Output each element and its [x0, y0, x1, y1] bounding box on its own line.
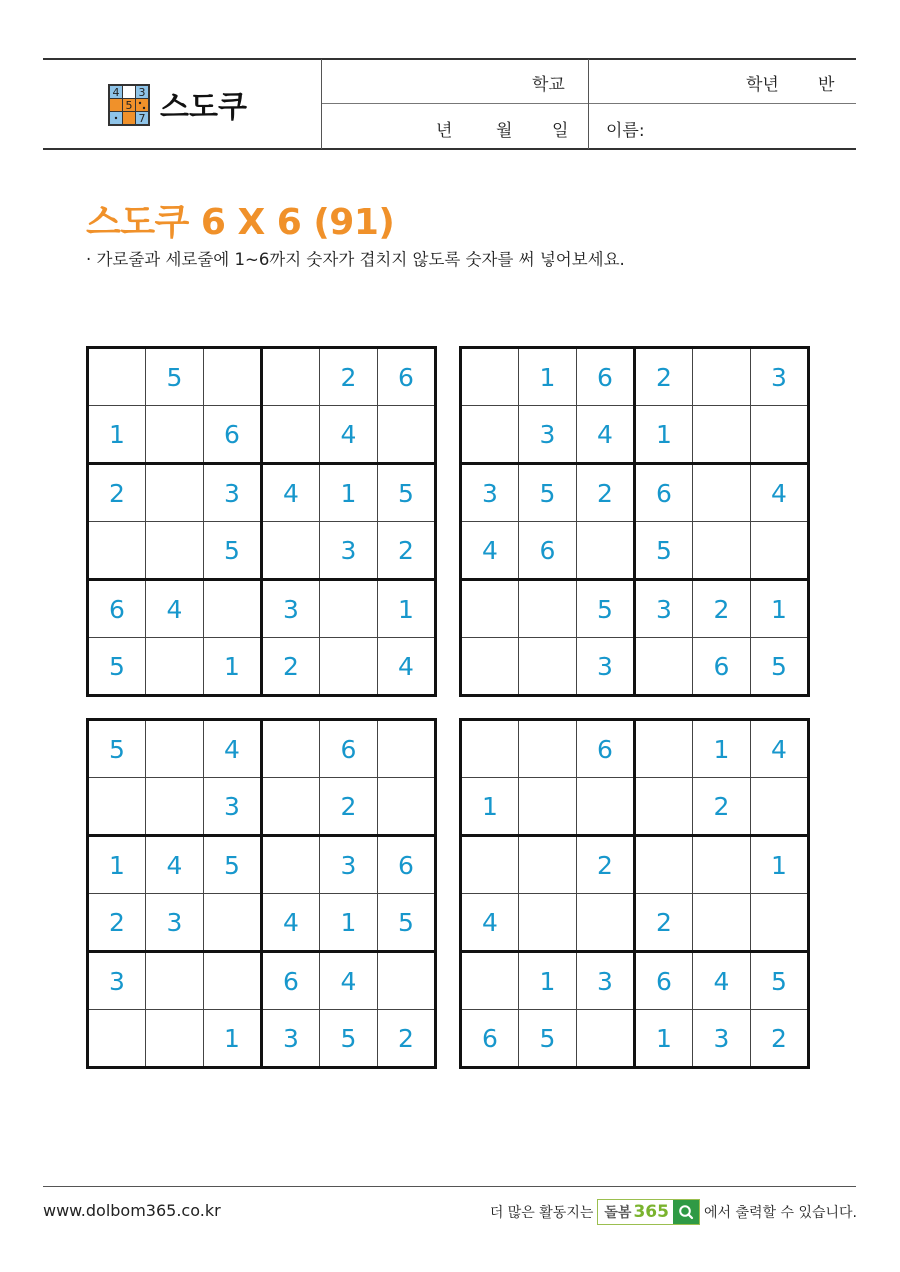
grid-row	[88, 1010, 436, 1068]
sudoku-cell[interactable]	[519, 638, 577, 696]
logo-digit: 4	[112, 86, 120, 99]
sudoku-cell[interactable]: 4	[204, 720, 262, 778]
sudoku-cell[interactable]: 6	[378, 348, 436, 406]
sudoku-cell[interactable]: 2	[635, 894, 693, 952]
sudoku-cell[interactable]	[262, 778, 320, 836]
sudoku-cell[interactable]: 6	[635, 952, 693, 1010]
class-label: 반	[818, 75, 835, 95]
sudoku-cell[interactable]: 2	[378, 522, 436, 580]
sudoku-logo-icon	[108, 84, 150, 126]
sudoku-cell[interactable]: 2	[88, 464, 146, 522]
sudoku-cell[interactable]: 1	[635, 1010, 693, 1068]
sudoku-cell[interactable]: 3	[88, 952, 146, 1010]
sudoku-cell[interactable]: 4	[461, 894, 519, 952]
sudoku-cell[interactable]: 3	[262, 1010, 320, 1068]
sudoku-cell[interactable]	[693, 522, 751, 580]
sudoku-cell[interactable]: 4	[693, 952, 751, 1010]
sudoku-cell[interactable]	[461, 952, 519, 1010]
sudoku-cell[interactable]	[461, 638, 519, 696]
sudoku-grid-1	[86, 346, 437, 697]
sudoku-cell[interactable]: 3	[320, 522, 378, 580]
sudoku-cell[interactable]: 1	[519, 348, 577, 406]
instructions: · 가로줄과 세로줄에 1~6까지 숫자가 겹치지 않도록 숫자를 써 넣어보세요.	[86, 250, 625, 269]
sudoku-cell[interactable]: 1	[320, 894, 378, 952]
header-top-rule	[43, 58, 856, 60]
sudoku-cell[interactable]: 5	[577, 580, 635, 638]
sudoku-cell[interactable]: 1	[693, 720, 751, 778]
grid-row	[461, 406, 809, 464]
grid-row	[88, 836, 436, 894]
grid-row	[88, 580, 436, 638]
sudoku-cell[interactable]: 4	[146, 580, 204, 638]
sudoku-cell[interactable]: 1	[88, 836, 146, 894]
sudoku-cell[interactable]	[751, 522, 809, 580]
sudoku-cell[interactable]	[461, 348, 519, 406]
sudoku-cell[interactable]	[146, 638, 204, 696]
sudoku-cell[interactable]: 3	[577, 638, 635, 696]
sudoku-cell[interactable]: 5	[519, 1010, 577, 1068]
sudoku-cell[interactable]	[320, 580, 378, 638]
grid-row	[461, 894, 809, 952]
sudoku-cell[interactable]	[577, 894, 635, 952]
brand-number: 365	[633, 1202, 669, 1222]
header-divider-right	[588, 59, 589, 149]
sudoku-cell[interactable]: 3	[320, 836, 378, 894]
sudoku-cell[interactable]: 2	[320, 778, 378, 836]
sudoku-cell[interactable]	[262, 522, 320, 580]
sudoku-cell[interactable]: 6	[204, 406, 262, 464]
sudoku-cell[interactable]: 1	[635, 406, 693, 464]
sudoku-cell[interactable]: 2	[693, 778, 751, 836]
sudoku-cell[interactable]	[146, 406, 204, 464]
grid-row	[88, 522, 436, 580]
sudoku-grid-3	[86, 718, 437, 1069]
grid-row	[461, 1010, 809, 1068]
sudoku-cell[interactable]	[751, 778, 809, 836]
sudoku-cell[interactable]: 5	[378, 464, 436, 522]
sudoku-cell[interactable]	[262, 836, 320, 894]
sudoku-cell[interactable]: 3	[146, 894, 204, 952]
sudoku-cell[interactable]: 4	[378, 638, 436, 696]
sudoku-cell[interactable]	[88, 778, 146, 836]
sudoku-cell[interactable]: 3	[751, 348, 809, 406]
sudoku-cell[interactable]: 5	[751, 952, 809, 1010]
sudoku-cell[interactable]	[693, 406, 751, 464]
month-label: 월	[496, 121, 513, 141]
logo-digit: 7	[138, 112, 146, 125]
sudoku-cell[interactable]: 4	[320, 952, 378, 1010]
sudoku-cell[interactable]: 2	[693, 580, 751, 638]
footer-url[interactable]: www.dolbom365.co.kr	[43, 1201, 221, 1220]
logo-text: 스도쿠	[160, 90, 247, 125]
grid-row	[461, 522, 809, 580]
sudoku-cell[interactable]: 2	[378, 1010, 436, 1068]
brand-name: 돌봄	[604, 1205, 632, 1221]
sudoku-cell[interactable]: 6	[577, 720, 635, 778]
sudoku-cell[interactable]: 5	[635, 522, 693, 580]
sudoku-cell[interactable]: 6	[262, 952, 320, 1010]
sudoku-cell[interactable]: 4	[461, 522, 519, 580]
sudoku-cell[interactable]	[204, 952, 262, 1010]
sudoku-cell[interactable]: 3	[577, 952, 635, 1010]
sudoku-cell[interactable]: 2	[262, 638, 320, 696]
sudoku-cell[interactable]	[461, 720, 519, 778]
grid-row	[88, 406, 436, 464]
sudoku-cell[interactable]: 2	[320, 348, 378, 406]
sudoku-cell[interactable]: 5	[204, 836, 262, 894]
sudoku-cell[interactable]	[577, 778, 635, 836]
sudoku-cell[interactable]: 6	[577, 348, 635, 406]
grid-row	[88, 720, 436, 778]
logo-digit: 5	[125, 99, 133, 112]
grid-row	[461, 720, 809, 778]
sudoku-cell[interactable]	[693, 348, 751, 406]
sudoku-cell[interactable]	[378, 406, 436, 464]
footer-note-after: 에서 출력할 수 있습니다.	[703, 1205, 857, 1221]
year-label: 년	[436, 121, 453, 141]
sudoku-cell[interactable]: 2	[635, 348, 693, 406]
sudoku-cell[interactable]: 6	[461, 1010, 519, 1068]
sudoku-cell[interactable]: 4	[751, 464, 809, 522]
sudoku-cell[interactable]	[693, 894, 751, 952]
sudoku-cell[interactable]: 5	[204, 522, 262, 580]
sudoku-cell[interactable]	[519, 580, 577, 638]
sudoku-cell[interactable]: 1	[320, 464, 378, 522]
sudoku-cell[interactable]	[146, 952, 204, 1010]
sudoku-cell[interactable]: 1	[88, 406, 146, 464]
sudoku-cell[interactable]: 6	[320, 720, 378, 778]
sudoku-cell[interactable]: 3	[204, 464, 262, 522]
sudoku-cell[interactable]: 2	[577, 836, 635, 894]
sudoku-cell[interactable]: 4	[320, 406, 378, 464]
sudoku-cell[interactable]: 1	[751, 836, 809, 894]
header-mid-rule	[322, 103, 856, 104]
sudoku-cell[interactable]	[378, 720, 436, 778]
sudoku-cell[interactable]: 6	[635, 464, 693, 522]
sudoku-cell[interactable]: 1	[204, 638, 262, 696]
header-divider-left	[321, 59, 322, 149]
sudoku-cell[interactable]	[262, 348, 320, 406]
sudoku-cell[interactable]: 1	[519, 952, 577, 1010]
grid-row	[461, 638, 809, 696]
sudoku-cell[interactable]: 3	[693, 1010, 751, 1068]
sudoku-cell[interactable]	[204, 580, 262, 638]
sudoku-cell[interactable]	[461, 406, 519, 464]
grid-row	[88, 348, 436, 406]
sudoku-cell[interactable]: 5	[519, 464, 577, 522]
sudoku-cell[interactable]	[577, 522, 635, 580]
sudoku-cell[interactable]: 4	[751, 720, 809, 778]
sudoku-cell[interactable]	[88, 348, 146, 406]
grid-row	[461, 836, 809, 894]
grid-row	[461, 952, 809, 1010]
grid-row	[88, 464, 436, 522]
sudoku-cell[interactable]: 4	[262, 894, 320, 952]
logo-digit: 3	[138, 86, 146, 99]
sudoku-cell[interactable]: 5	[751, 638, 809, 696]
page-title: 스도쿠 6 X 6 (91)	[86, 202, 395, 243]
sudoku-cell[interactable]: 3	[204, 778, 262, 836]
sudoku-grid-4	[459, 718, 810, 1069]
sudoku-cell[interactable]	[635, 720, 693, 778]
sudoku-cell[interactable]	[204, 348, 262, 406]
sudoku-cell[interactable]: 6	[378, 836, 436, 894]
sudoku-cell[interactable]: 1	[461, 778, 519, 836]
sudoku-cell[interactable]	[751, 406, 809, 464]
footer-note-before: 더 많은 활동지는	[489, 1205, 594, 1221]
sudoku-cell[interactable]	[146, 778, 204, 836]
brand-badge[interactable]	[597, 1199, 700, 1225]
sudoku-cell[interactable]	[519, 778, 577, 836]
sudoku-cell[interactable]	[146, 1010, 204, 1068]
sudoku-cell[interactable]	[693, 836, 751, 894]
sudoku-cell[interactable]: 4	[146, 836, 204, 894]
sudoku-cell[interactable]	[378, 952, 436, 1010]
grade-label: 학년	[746, 75, 779, 95]
sudoku-cell[interactable]: 2	[751, 1010, 809, 1068]
grid-row	[88, 778, 436, 836]
sudoku-cell[interactable]: 4	[577, 406, 635, 464]
sudoku-cell[interactable]: 3	[635, 580, 693, 638]
school-label: 학교	[532, 75, 565, 95]
sudoku-cell[interactable]: 1	[751, 580, 809, 638]
name-label: 이름:	[606, 121, 645, 141]
sudoku-cell[interactable]	[378, 778, 436, 836]
sudoku-cell[interactable]	[88, 522, 146, 580]
grid-row	[88, 952, 436, 1010]
search-icon	[673, 1200, 699, 1224]
sudoku-cell[interactable]	[519, 836, 577, 894]
sudoku-cell[interactable]: 6	[693, 638, 751, 696]
sudoku-cell[interactable]	[262, 406, 320, 464]
sudoku-cell[interactable]	[262, 720, 320, 778]
sudoku-cell[interactable]: 4	[262, 464, 320, 522]
sudoku-cell[interactable]	[635, 836, 693, 894]
sudoku-cell[interactable]: 3	[461, 464, 519, 522]
sudoku-cell[interactable]	[635, 638, 693, 696]
sudoku-cell[interactable]	[635, 778, 693, 836]
sudoku-cell[interactable]	[88, 1010, 146, 1068]
sudoku-cell[interactable]	[461, 836, 519, 894]
footer-rule	[43, 1186, 856, 1187]
sudoku-cell[interactable]: 3	[262, 580, 320, 638]
sudoku-cell[interactable]	[146, 522, 204, 580]
sudoku-cell[interactable]: 5	[378, 894, 436, 952]
sudoku-cell[interactable]: 6	[519, 522, 577, 580]
sudoku-cell[interactable]	[693, 464, 751, 522]
footer-note	[490, 1199, 857, 1225]
sudoku-cell[interactable]: 5	[88, 720, 146, 778]
sudoku-cell[interactable]: 5	[320, 1010, 378, 1068]
sudoku-cell[interactable]	[146, 720, 204, 778]
sudoku-grid-2	[459, 346, 810, 697]
grid-row	[88, 638, 436, 696]
sudoku-cell[interactable]: 5	[88, 638, 146, 696]
grid-row	[461, 348, 809, 406]
sudoku-cell[interactable]	[461, 580, 519, 638]
sudoku-cell[interactable]: 3	[519, 406, 577, 464]
sudoku-cell[interactable]	[519, 894, 577, 952]
sudoku-cell[interactable]	[320, 638, 378, 696]
sudoku-cell[interactable]: 1	[378, 580, 436, 638]
grid-row	[461, 778, 809, 836]
sudoku-cell[interactable]	[146, 464, 204, 522]
sudoku-cell[interactable]	[519, 720, 577, 778]
grid-row	[461, 464, 809, 522]
sudoku-cell[interactable]: 6	[88, 580, 146, 638]
sudoku-cell[interactable]	[204, 894, 262, 952]
sudoku-cell[interactable]	[577, 1010, 635, 1068]
grid-row	[88, 894, 436, 952]
sudoku-cell[interactable]	[751, 894, 809, 952]
day-label: 일	[552, 121, 569, 141]
sudoku-cell[interactable]: 5	[146, 348, 204, 406]
grid-row	[461, 580, 809, 638]
header-bottom-rule	[43, 148, 856, 150]
sudoku-cell[interactable]: 2	[577, 464, 635, 522]
sudoku-cell[interactable]: 1	[204, 1010, 262, 1068]
sudoku-cell[interactable]: 2	[88, 894, 146, 952]
